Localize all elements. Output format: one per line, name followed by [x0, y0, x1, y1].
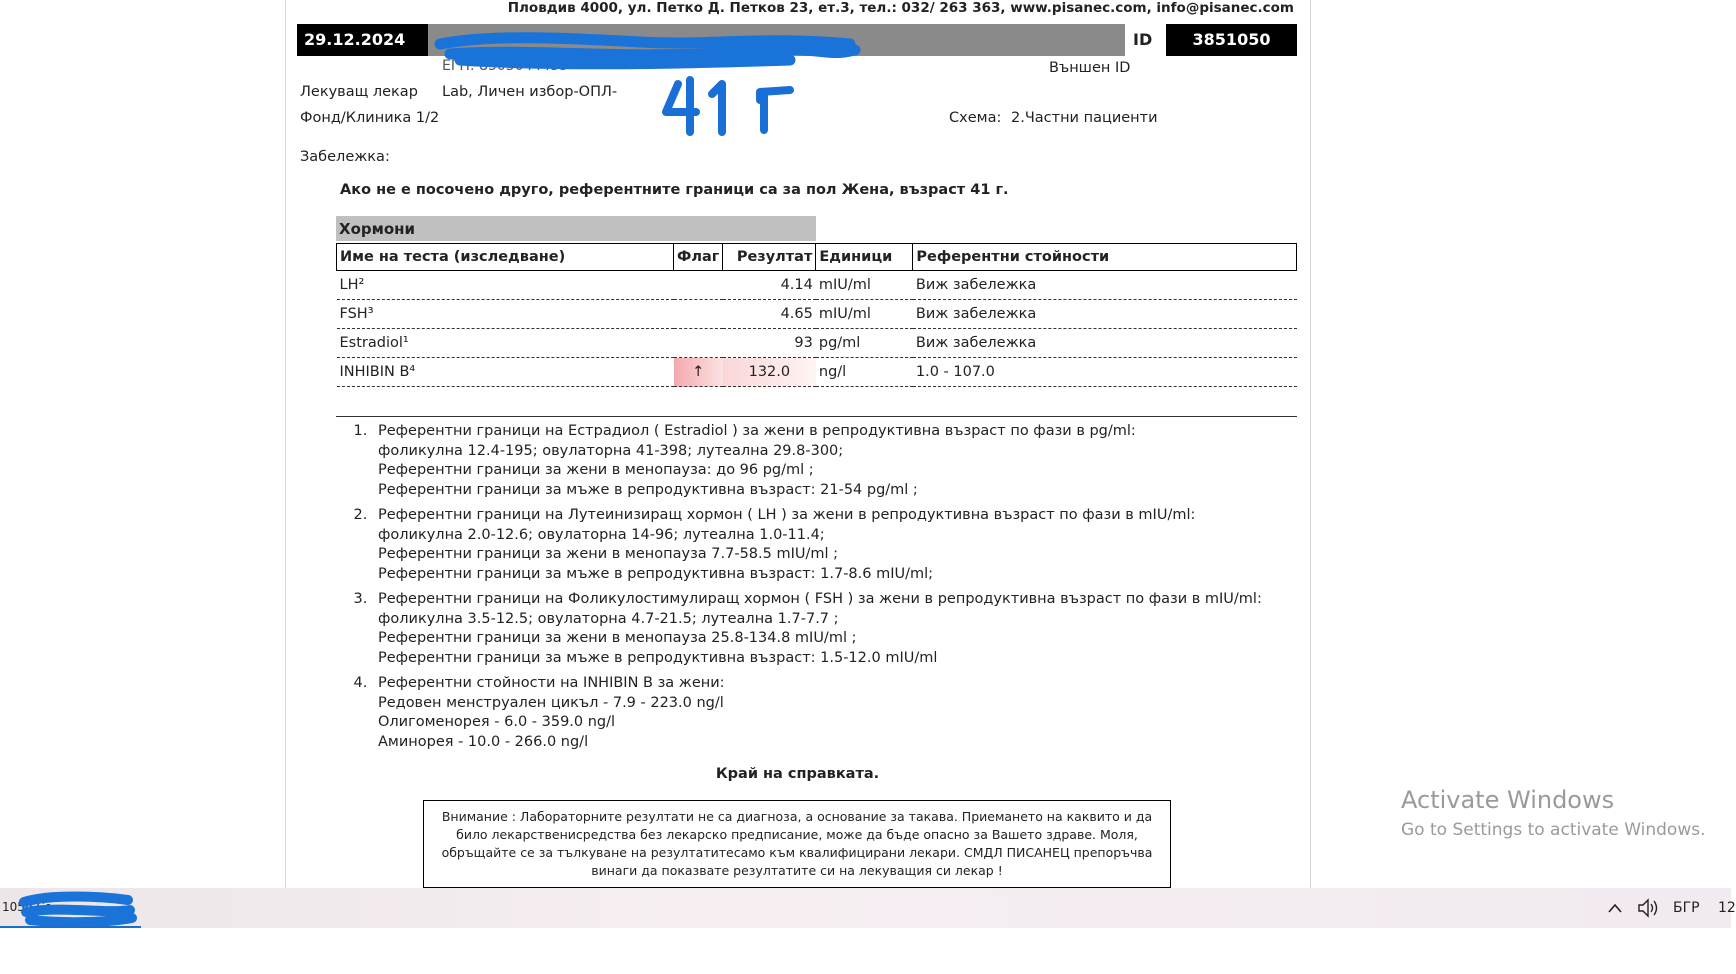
external-id-label: Външен ID	[1049, 60, 1131, 76]
notes-divider	[336, 416, 1297, 417]
scheme-label: Схема:	[949, 110, 1002, 126]
test-ref: 1.0 - 107.0	[913, 358, 1297, 387]
test-name: FSH³	[337, 300, 674, 329]
lab-address: Пловдив 4000, ул. Петко Д. Петков 23, ет.3, тел.: 032/ 263 363, www.pisanec.com, info@pisanec.com	[507, 0, 1294, 16]
test-flag	[674, 329, 723, 358]
language-indicator[interactable]: БГР	[1673, 900, 1700, 916]
note-line: фоликулна 3.5-12.5; овулаторна 4.7-21.5; лутеална 1.7-7.7 ;	[378, 610, 839, 627]
id-value: 3851050	[1166, 24, 1297, 56]
note-line: Референтни граници за мъже в репродуктивна възраст: 1.7-8.6 mIU/ml;	[378, 565, 934, 582]
table-row	[337, 358, 1297, 387]
test-units: ng/l	[816, 358, 913, 387]
activate-windows-title: Activate Windows	[1401, 786, 1615, 814]
activate-windows-subtitle[interactable]: Go to Settings to activate Windows.	[1401, 820, 1706, 840]
col-header-result: Резултат	[723, 244, 816, 271]
test-name: INHIBIN B⁴	[337, 358, 674, 387]
speaker-icon[interactable]	[1636, 888, 1662, 928]
test-result: 4.14	[723, 271, 816, 300]
note-item	[372, 590, 1292, 668]
chevron-up-icon[interactable]	[1606, 888, 1624, 928]
note-line: 2. Референтни граници на Лутеинизиращ хормон ( LH ) за жени в репродуктивна възраст по фази в mIU/ml:	[378, 507, 1196, 523]
note-line: 1. Референтни граници на Естрадиол ( Estradiol ) за жени в репродуктивна възраст по фази в pg/ml:	[378, 423, 1136, 439]
doctor-value: Lab, Личен избор-ОПЛ-	[442, 84, 618, 100]
test-units: mIU/ml	[816, 300, 913, 329]
col-header-ref: Референтни стойности	[913, 244, 1297, 271]
note-item	[372, 674, 1292, 752]
test-name: Estradiol¹	[337, 329, 674, 358]
taskbar	[0, 888, 1736, 928]
test-name: LH²	[337, 271, 674, 300]
id-label: ID	[1133, 30, 1153, 49]
reference-notes	[336, 422, 1292, 758]
col-header-name: Име на теста (изследване)	[337, 244, 674, 271]
results-table	[336, 243, 1297, 387]
high-flag-icon: ↑	[674, 358, 723, 387]
table-row	[337, 271, 1297, 300]
note-line: фоликулна 12.4-195; овулаторна 41-398; лутеална 29.8-300;	[378, 442, 844, 459]
end-of-report: Край на справката.	[715, 766, 880, 782]
redaction-scribble	[430, 30, 860, 70]
egn-label: ЕГН: 8505044455	[442, 58, 569, 74]
table-row	[337, 300, 1297, 329]
note-line: 4. Референтни стойности на INHIBIN B за жени:	[378, 675, 725, 691]
test-result: 132.0	[723, 358, 816, 387]
test-ref: Виж забележка	[913, 300, 1297, 329]
note-label: Забележка:	[300, 149, 390, 165]
taskbar-clock[interactable]: 12	[1718, 900, 1736, 916]
test-result: 93	[723, 329, 816, 358]
note-line: Референтни граници за мъже в репродуктивна възраст: 21-54 pg/ml ;	[378, 481, 918, 498]
taskbar-redaction	[20, 892, 135, 926]
doctor-label: Лекуващ лекар	[300, 84, 418, 100]
handwritten-age-note	[660, 72, 810, 142]
note-line: Аминорея - 10.0 - 266.0 ng/l	[378, 733, 589, 750]
table-row	[337, 329, 1297, 358]
note-line: Референтни граници за мъже в репродуктивна възраст: 1.5-12.0 mIU/ml	[378, 649, 938, 666]
test-ref: Виж забележка	[913, 329, 1297, 358]
test-units: mIU/ml	[816, 271, 913, 300]
reference-notice: Ако не е посочено друго, референтните граници са за пол Жена, възраст 41 г.	[340, 182, 1009, 198]
col-header-units: Единици	[816, 244, 913, 271]
note-line: Редовен менструален цикъл - 7.9 - 223.0 ng/l	[378, 694, 724, 711]
test-flag	[674, 300, 723, 329]
note-line: 3. Референтни граници на Фоликулостимулиращ хормон ( FSH ) за жени в репродуктивна възраст по фази в mIU/ml:	[378, 591, 1262, 607]
note-line: Олигоменорея - 6.0 - 359.0 ng/l	[378, 714, 616, 730]
note-item	[372, 422, 1292, 500]
note-line: Референтни граници за жени в менопауза 25.8-134.8 mIU/ml ;	[378, 630, 857, 646]
section-title: Хормони	[336, 216, 816, 241]
note-item	[372, 506, 1292, 584]
col-header-flag: Флаг	[674, 244, 723, 271]
note-line: фоликулна 2.0-12.6; овулаторна 14-96; лутеална 1.0-11.4;	[378, 526, 825, 543]
note-line: Референтни граници за жени в менопауза: до 96 pg/ml ;	[378, 462, 814, 478]
report-date: 29.12.2024	[297, 24, 428, 56]
table-header-row	[337, 244, 1297, 271]
note-line: Референтни граници за жени в менопауза 7.7-58.5 mIU/ml ;	[378, 546, 839, 562]
taskbar-window-label: 1059 Co	[2, 900, 53, 914]
test-result: 4.65	[723, 300, 816, 329]
test-ref: Виж забележка	[913, 271, 1297, 300]
scheme-value: 2.Частни пациенти	[1011, 110, 1158, 126]
test-units: pg/ml	[816, 329, 913, 358]
disclaimer-box: Внимание : Лабораторните резултати не са диагноза, а основание за такава. Приемането на каквито и да било лекарственисредства без лекарско предписание, може да бъде опасно за Вашето здраве. Моля, обръщайте се за тълкуване на резултатитесамо към квалифицирани лекари. СМДЛ ПИСАНЕЦ препоръчва винаги да показвате резултатите си на лекуващия си лекар !	[423, 800, 1171, 888]
test-flag	[674, 271, 723, 300]
fund-label: Фонд/Клиника 1/2	[300, 110, 440, 126]
